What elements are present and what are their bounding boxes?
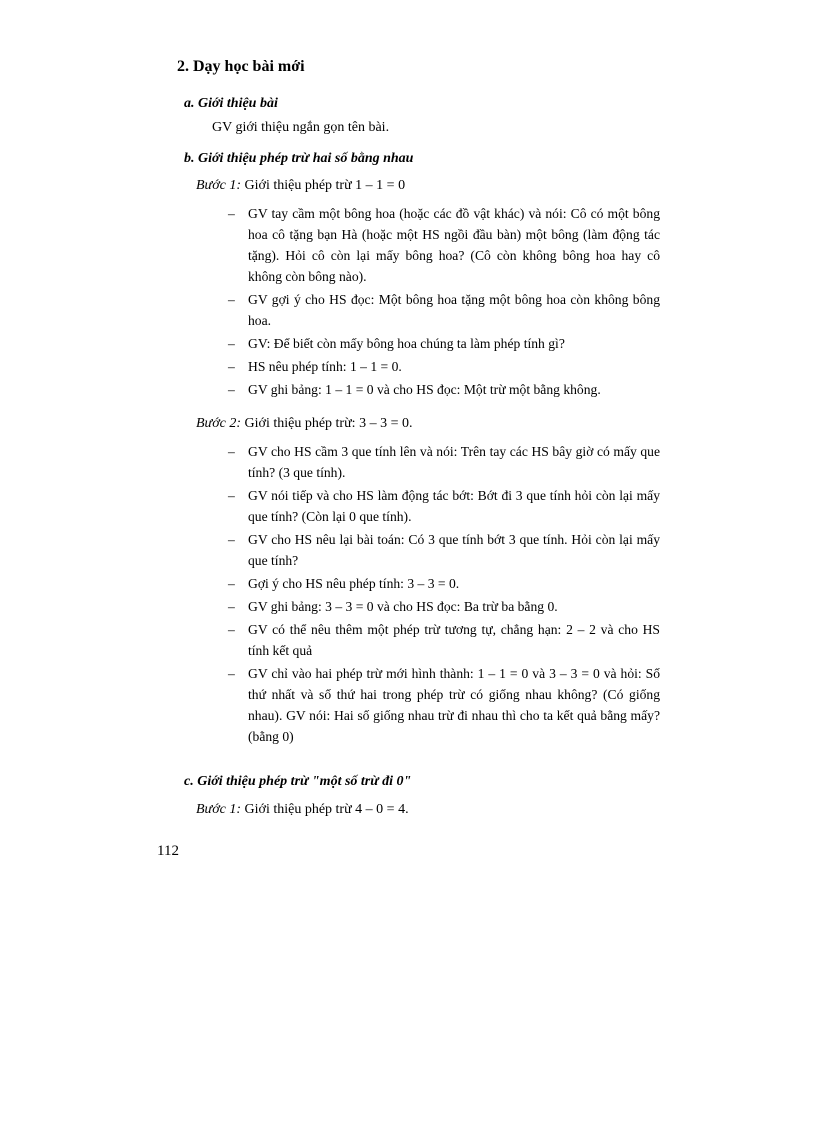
step-text: Giới thiệu phép trừ 1 – 1 = 0	[241, 178, 406, 193]
dash-bullet: –	[228, 532, 235, 547]
step-label: Bước 2:	[196, 416, 242, 431]
dash-bullet: –	[228, 292, 235, 307]
step-label: Bước 1:	[196, 802, 242, 817]
list-item	[228, 441, 660, 483]
list-item-text: GV gợi ý cho HS đọc: Một bông hoa tặng một bông hoa còn không bông hoa.	[248, 292, 660, 328]
list-item	[228, 619, 660, 661]
step-b2-list	[228, 441, 660, 749]
subsection-c-heading: c. Giới thiệu phép trừ "một số trừ đi 0"	[184, 774, 412, 789]
list-item	[228, 596, 660, 617]
list-item	[228, 356, 660, 377]
list-item	[228, 573, 660, 594]
list-item	[228, 333, 660, 354]
subsection-a-text: GV giới thiệu ngắn gọn tên bài.	[212, 120, 390, 135]
dash-bullet: –	[228, 666, 235, 681]
list-item	[228, 379, 660, 400]
dash-bullet: –	[228, 576, 235, 591]
dash-bullet: –	[228, 382, 235, 397]
list-item	[228, 289, 660, 331]
list-item	[228, 203, 660, 287]
list-item-text: GV tay cầm một bông hoa (hoặc các đồ vật khác) và nói: Cô có một bông hoa cô tặng bạn Hà (hoặc một HS ngồi đầu bàn) một bông (làm động tác tặng). Hỏi cô còn lại mấy bông hoa? (Cô còn không bông hoa hay cô không còn bông nào).	[248, 206, 660, 284]
dash-bullet: –	[228, 206, 235, 221]
list-item-text: GV có thể nêu thêm một phép trừ tương tự, chẳng hạn: 2 – 2 và cho HS tính kết quả	[248, 622, 660, 658]
list-item-text: GV ghi bảng: 3 – 3 = 0 và cho HS đọc: Ba trừ ba bằng 0.	[248, 599, 558, 614]
step-b1-list	[228, 203, 660, 402]
dash-bullet: –	[228, 488, 235, 503]
section-title: 2. Dạy học bài mới	[177, 58, 305, 75]
list-item	[228, 663, 660, 747]
dash-bullet: –	[228, 622, 235, 637]
list-item-text: GV chỉ vào hai phép trừ mới hình thành: 1 – 1 = 0 và 3 – 3 = 0 và hỏi: Số thứ nhất và số thứ hai trong phép trừ có giống nhau không? (Có giống nhau). GV nói: Hai số giống nhau trừ đi nhau thì cho ta kết quả bằng mấy? (bằng 0)	[248, 666, 660, 744]
dash-bullet: –	[228, 599, 235, 614]
list-item-text: GV ghi bảng: 1 – 1 = 0 và cho HS đọc: Một trừ một bằng không.	[248, 382, 601, 397]
page-number: 112	[157, 843, 179, 859]
dash-bullet: –	[228, 359, 235, 374]
dash-bullet: –	[228, 336, 235, 351]
step-label: Bước 1:	[196, 178, 242, 193]
list-item	[228, 529, 660, 571]
step-c1	[196, 802, 409, 818]
step-b2	[196, 416, 412, 432]
list-item-text: GV: Để biết còn mấy bông hoa chúng ta làm phép tính gì?	[248, 336, 565, 351]
list-item-text: GV cho HS nêu lại bài toán: Có 3 que tính bớt 3 que tính. Hỏi còn lại mấy que tính?	[248, 532, 660, 568]
step-text: Giới thiệu phép trừ: 3 – 3 = 0.	[241, 416, 413, 431]
subsection-a-heading: a. Giới thiệu bài	[184, 96, 278, 111]
step-text: Giới thiệu phép trừ 4 – 0 = 4.	[241, 802, 409, 817]
list-item-text: HS nêu phép tính: 1 – 1 = 0.	[248, 359, 402, 374]
list-item-text: Gợi ý cho HS nêu phép tính: 3 – 3 = 0.	[248, 576, 460, 591]
list-item-text: GV cho HS cầm 3 que tính lên và nói: Trên tay các HS bây giờ có mấy que tính? (3 que tính).	[248, 444, 660, 480]
list-item-text: GV nói tiếp và cho HS làm động tác bớt: Bớt đi 3 que tính hỏi còn lại mấy que tính? (Còn lại 0 que tính).	[248, 488, 660, 524]
list-item	[228, 485, 660, 527]
subsection-b-heading: b. Giới thiệu phép trừ hai số bằng nhau	[184, 151, 414, 166]
step-b1	[196, 178, 405, 194]
dash-bullet: –	[228, 444, 235, 459]
